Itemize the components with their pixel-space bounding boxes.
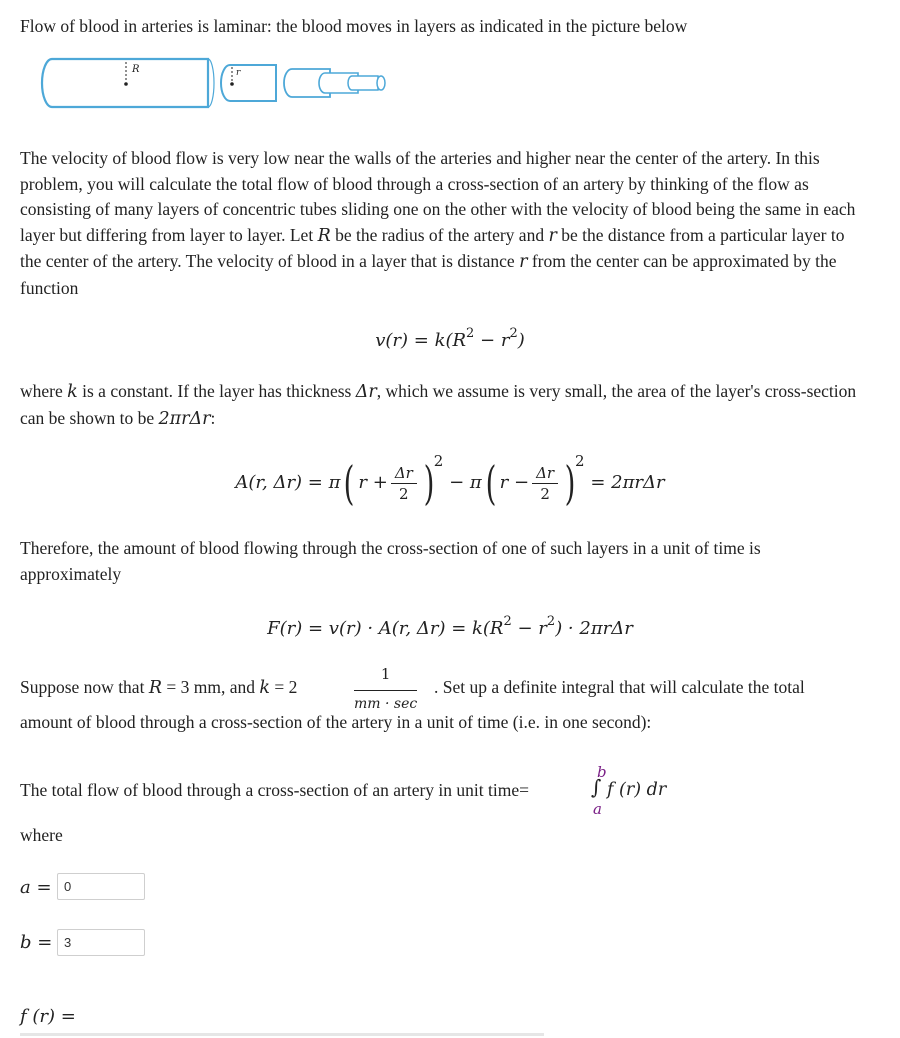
figure-label-r: r <box>236 68 241 78</box>
flow-description: Therefore, the amount of blood flowing through the cross-section of one of such layers in a unit of time is approximately <box>20 538 761 584</box>
artery-layers-figure <box>40 55 400 113</box>
flow-formula: F(r) = v(r) · A(r, $\Delta r) = k(R^2 - r^2) \cdot 2\pi r\Delta r$ <box>267 614 633 639</box>
setup-instructions: Suppose now that R = 3 mm, and k = 2 1 mm · sec . Set up a definite integral that will calculate the total <box>20 662 865 722</box>
setup-instructions-cont: amount of blood through a cross-section of the artery in a unit of time (i.e. in one second): <box>20 712 652 732</box>
velocity-formula: $v(r) = k(R^2 - r^2)$ <box>375 326 525 351</box>
integral-lower-limit: a <box>593 800 602 818</box>
area-formula: A(r, Δr) = π( r + $\frac{\Delta r}{2}$ )2 − π( r − $\frac{\Delta r}{2}$ )2 = 2πrΔr <box>235 452 665 510</box>
b-input[interactable]: 3 <box>57 929 145 956</box>
area-description: where k is a constant. If the layer has thickness Δr, which we assume is very small, the area of the layer's cross-section can be shown to be 2πrΔr: <box>20 381 857 429</box>
integral-upper-limit: b <box>597 763 607 781</box>
f-label: f (r) = <box>20 1006 76 1027</box>
intro-text: Flow of blood in arteries is laminar: the blood moves in layers as indicated in the picture below <box>20 16 688 36</box>
figure-label-R: R <box>132 64 140 75</box>
total-flow-statement: The total flow of blood through a cross-section of an artery in unit time= b ∫ a f (r) dr <box>20 762 865 822</box>
f-input-field[interactable] <box>20 1033 544 1036</box>
b-label: b = <box>20 932 53 953</box>
integral-sign: ∫ <box>591 775 602 799</box>
a-label: a = <box>20 877 52 898</box>
a-input[interactable]: 0 <box>57 873 145 900</box>
where-label: where <box>20 825 63 845</box>
problem-description: The velocity of blood flow is very low near the walls of the arteries and higher near the center of the artery. In this problem, you will calculate the total flow of blood through a cross-section of an artery by thinking of the flow as consisting of many layers of concentric tubes sliding one on the other with the velocity of blood being the same in each layer but differing from layer to layer. Let R be the radius of the artery and r be the distance from a particular layer to the center of the artery. The velocity of blood in a layer that is distance r from the center can be approximated by the function <box>20 148 856 298</box>
